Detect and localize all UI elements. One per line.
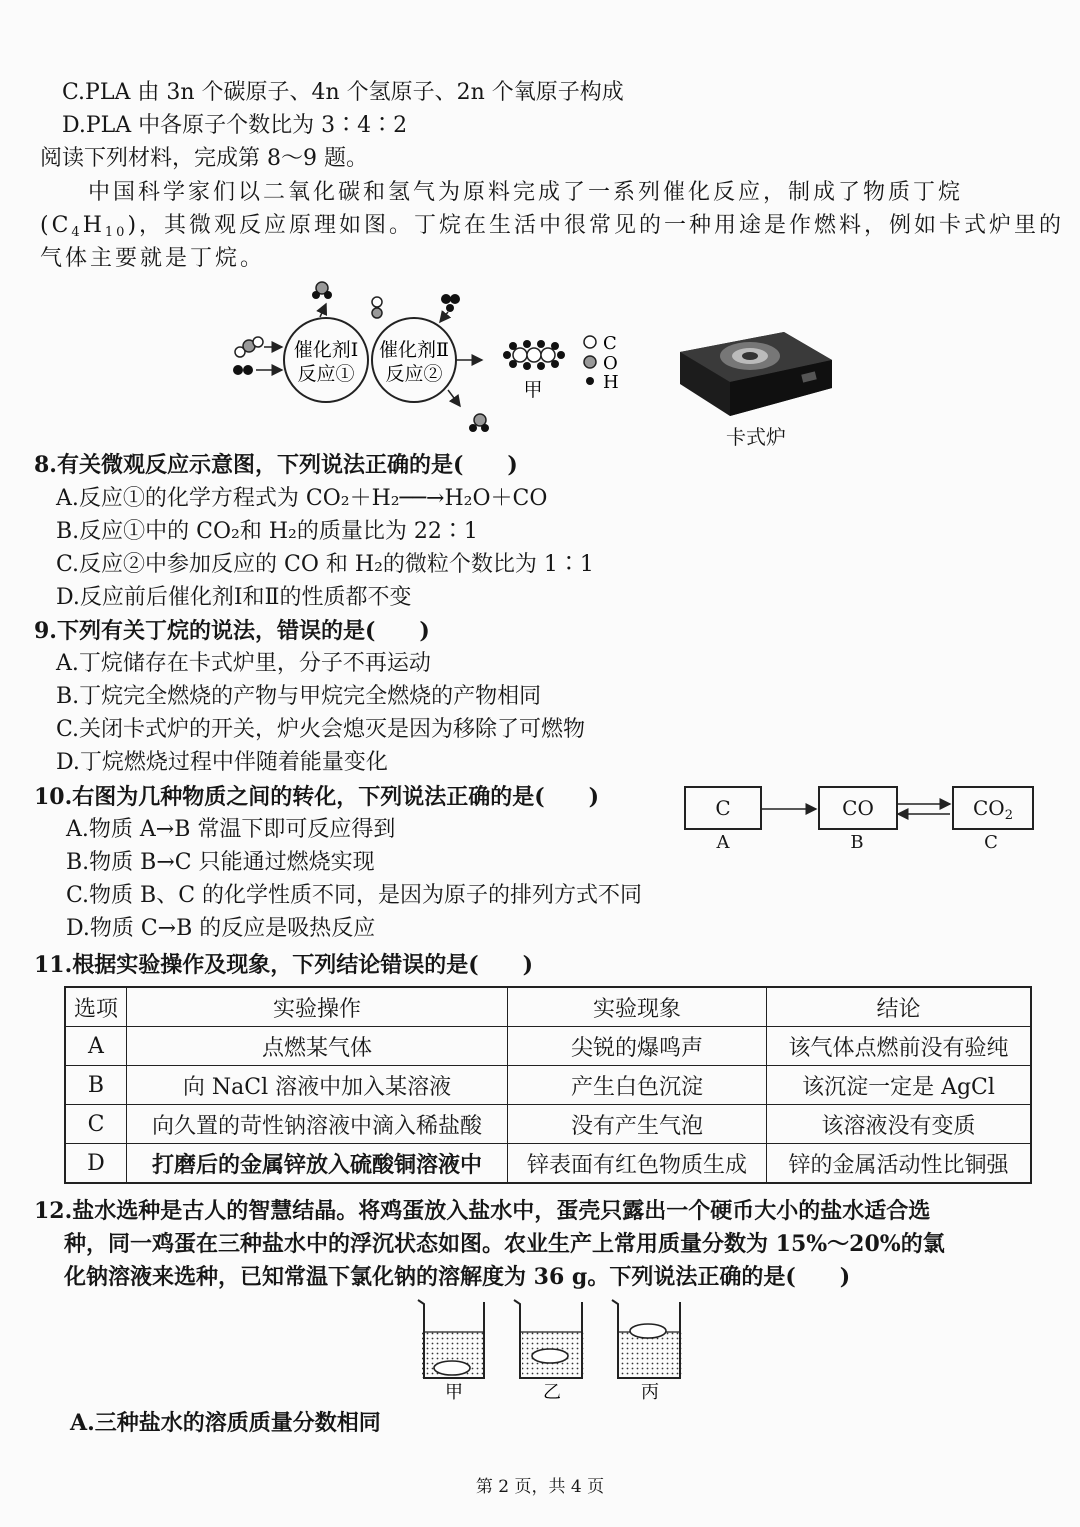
table-row [65,1144,1031,1184]
q12-option-a: A.三种盐水的溶质质量分数相同 [70,1410,381,1436]
catalyst-1-label: 催化剂Ⅰ [293,339,359,361]
substance-label-c: C [984,832,998,853]
table-cell: 该沉淀一定是 AgCl [767,1066,1032,1105]
table-cell: 没有产生气泡 [508,1105,767,1144]
catalyst-2-label: 催化剂Ⅱ [379,339,449,361]
option-c-pla: C.PLA 由 3n 个碳原子、4n 个氢原子、2n 个氧原子构成 [62,80,624,105]
substance-box-a: C [684,786,762,830]
q10-option-d: D.物质 C→B 的反应是吸热反应 [66,916,376,941]
q9-option-c: C.关闭卡式炉的开关，炉火会熄灭是因为移除了可燃物 [56,717,586,742]
table-cell: 点燃某气体 [127,1027,508,1066]
material-intro: 阅读下列材料，完成第 8～9 题。 [40,146,368,171]
cassette-stove-image [672,318,840,418]
beakers-figure [410,1296,700,1406]
q10-option-a: A.物质 A→B 常温下即可反应得到 [66,817,396,842]
table-cell: 向 NaCl 溶液中加入某溶液 [127,1066,508,1105]
header-option: 选项 [65,987,127,1027]
q9-option-d: D.丁烷燃烧过程中伴随着能量变化 [56,750,388,775]
q10-option-b: B.物质 B→C 只能通过燃烧实现 [66,850,375,875]
legend-o: O [603,353,618,374]
header-conclusion: 结论 [767,987,1032,1027]
table-cell: 锌的金属活动性比铜强 [767,1144,1032,1184]
beaker-label-jia: 甲 [445,1382,463,1403]
table-cell: 该气体点燃前没有验纯 [767,1027,1032,1066]
q10-option-c: C.物质 B、C 的化学性质不同，是因为原子的排列方式不同 [66,883,643,908]
table-cell: 产生白色沉淀 [508,1066,767,1105]
co-molecule-intermediate [372,297,382,318]
experiment-table [64,986,1032,1184]
header-operation: 实验操作 [127,987,508,1027]
stove-caption: 卡式炉 [726,425,786,449]
table-header-row [65,987,1031,1027]
table-cell: 锌表面有红色物质生成 [508,1144,767,1184]
substance-box-b: CO [818,786,898,830]
q9-stem: 9.下列有关丁烷的说法，错误的是( ) [34,618,430,644]
conversion-arrows [760,796,954,822]
table-cell: 尖锐的爆鸣声 [508,1027,767,1066]
table-cell: 打磨后的金属锌放入硫酸铜溶液中 [127,1144,508,1184]
table-row [65,1105,1031,1144]
beaker-label-yi: 乙 [543,1382,561,1403]
co2-molecule-input [235,337,263,357]
beaker-bing [612,1300,682,1378]
table-cell: 该溶液没有变质 [767,1105,1032,1144]
q8-option-b: B.反应①中的 CO₂和 H₂的质量比为 22∶1 [56,519,478,544]
reaction-diagram [220,272,660,442]
q8-option-c: C.反应②中参加反应的 CO 和 H₂的微粒个数比为 1∶1 [56,552,594,577]
q8-option-d: D.反应前后催化剂Ⅰ和Ⅱ的性质都不变 [56,585,412,610]
q12-line-2: 种，同一鸡蛋在三种盐水中的浮沉状态如图。农业生产上常用质量分数为 15%～20%的氯 [64,1231,945,1257]
q12-line-3: 化钠溶液来选种，已知常温下氯化钠的溶解度为 36 g。下列说法正确的是( ) [64,1264,851,1290]
table-row [65,1027,1031,1066]
material-paragraph-line-2: $(C_4H_{10})$，其微观反应原理如图。丁烷在生活中很常见的一种用途是作燃料，例如卡式炉里的 [40,213,1065,240]
table-cell: 向久置的苛性钠溶液中滴入稀盐酸 [127,1105,508,1144]
q10-stem: 10.右图为几种物质之间的转化，下列说法正确的是( ) [34,784,600,810]
legend-h: H [603,372,619,393]
option-d-pla: D.PLA 中各原子个数比为 3∶4∶2 [62,113,408,138]
h2-molecule-input-2 [441,294,460,312]
material-paragraph-line-1: 中国科学家们以二氧化碳和氢气为原料完成了一系列催化反应，制成了物质丁烷 [88,180,964,205]
legend-c: C [603,333,617,354]
q9-option-b: B.丁烷完全燃烧的产物与甲烷完全燃烧的产物相同 [56,684,542,709]
table-cell: A [65,1027,127,1066]
substance-label-b: B [850,832,864,853]
page-footer: 第 2 页，共 4 页 [475,1477,605,1497]
table-cell: B [65,1066,127,1105]
table-cell: C [65,1105,127,1144]
h2-molecule-input [233,365,253,375]
butane-molecule [503,340,565,370]
q9-option-a: A.丁烷储存在卡式炉里，分子不再运动 [56,651,431,676]
header-phenomenon: 实验现象 [508,987,767,1027]
q12-line-1: 12.盐水选种是古人的智慧结晶。将鸡蛋放入盐水中，蛋壳只露出一个硬币大小的盐水适合选 [34,1198,931,1224]
table-row [65,1066,1031,1105]
substance-label-a: A [716,832,730,853]
atom-legend [584,336,596,385]
material-paragraph-line-3: 气体主要就是丁烷。 [40,246,266,271]
q8-stem: 8.有关微观反应示意图，下列说法正确的是( ) [34,452,518,478]
beaker-jia [418,1300,484,1378]
table-cell: D [65,1144,127,1184]
beaker-yi [514,1300,584,1378]
substance-box-c: $CO_2$ [952,786,1034,830]
q11-stem: 11.根据实验操作及现象，下列结论错误的是( ) [34,952,534,978]
reaction-2-label: 反应② [385,363,443,385]
product-label: 甲 [523,379,543,401]
beaker-label-bing: 丙 [641,1382,659,1403]
reaction-1-label: 反应① [297,363,355,385]
h2o-molecule-output [312,282,332,299]
q8-option-a: A.反应①的化学方程式为 CO₂＋H₂──→H₂O＋CO [56,486,548,511]
h2o-molecule-output-2 [469,414,489,432]
